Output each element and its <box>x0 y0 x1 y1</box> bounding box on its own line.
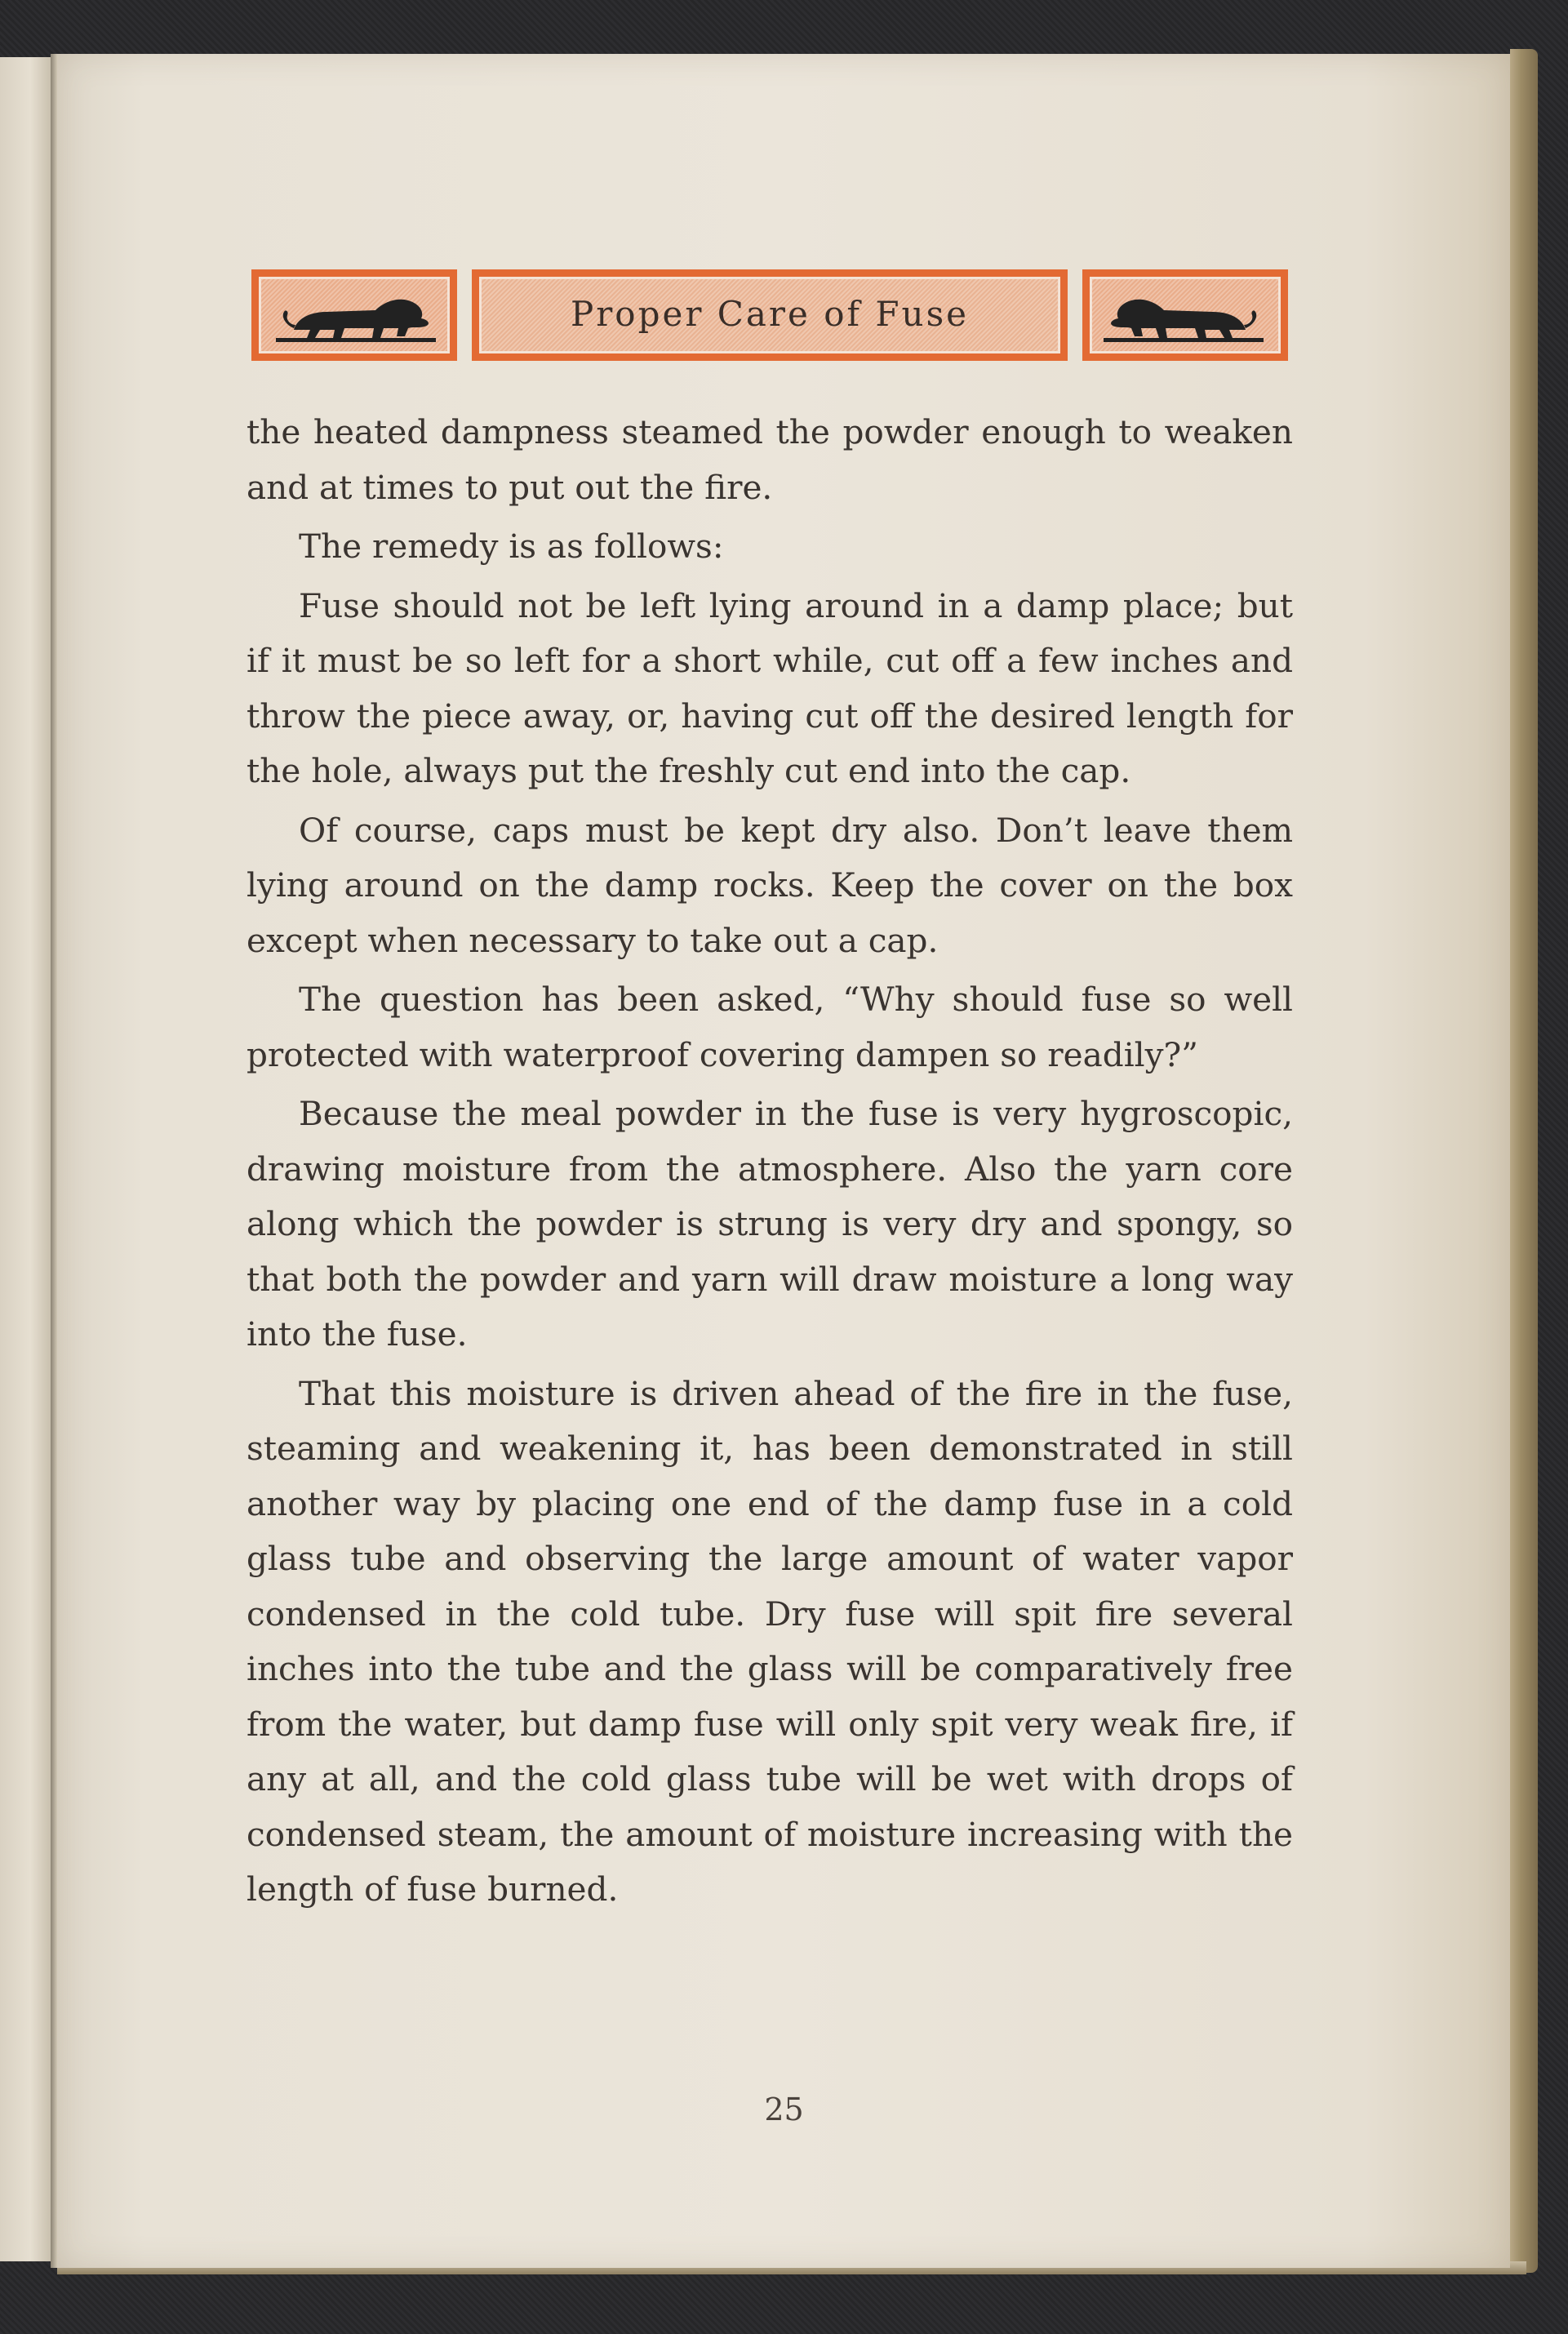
body-text <box>247 405 1293 1922</box>
lion-icon <box>261 279 447 351</box>
left-emblem-box <box>251 269 457 361</box>
book-gutter <box>51 54 57 2268</box>
chapter-header <box>251 269 1288 361</box>
paragraph: The question has been asked, “Why should fuse so well protected with waterproof covering dampen so readily?” <box>247 980 1293 1074</box>
paragraph: The remedy is as follows: <box>299 527 724 566</box>
page-number: 25 <box>764 2092 804 2127</box>
page-stack-edge <box>1510 49 1538 2273</box>
paragraph: Fuse should not be left lying around in a damp place; but if it must be so left for a short while, cut off a few inches and throw the piece away, or, having cut off the desired length for the hole, always put the freshly cut end into the cap. <box>247 585 1293 790</box>
right-emblem-box <box>1082 269 1288 361</box>
lion-icon <box>1092 279 1278 351</box>
paragraph: the heated dampness steamed the powder enough to weaken and at times to put out the fire. <box>247 412 1293 507</box>
paragraph: That this moisture is driven ahead of the fire in the fuse, steaming and weakening it, has been demonstrated in still another way by placing one end of the damp fuse in a cold glass tube and observing the large amount of water vapor condensed in the cold tube. Dry fuse will spit fire several inches into the tube and the glass will be comparatively free from the water, but damp fuse will only spit very weak fire, if any at all, and the cold glass tube will be wet with drops of condensed steam, the amount of moisture increasing with the length of fuse burned. <box>247 1373 1293 1909</box>
title-box <box>472 269 1068 361</box>
paragraph: Because the meal powder in the fuse is very hygroscopic, drawing moisture from the atmosphere. Also the yarn core along which the powder is strung is very dry and spongy, so that both the powder and yarn will draw moisture a long way into the fuse. <box>247 1094 1293 1354</box>
paragraph: Of course, caps must be kept dry also. Don’t leave them lying around on the damp rocks. Keep the cover on the box except when necessary to take out a cap. <box>247 810 1293 960</box>
chapter-title: Proper Care of Fuse <box>570 293 970 334</box>
previous-page-edge <box>0 57 52 2261</box>
